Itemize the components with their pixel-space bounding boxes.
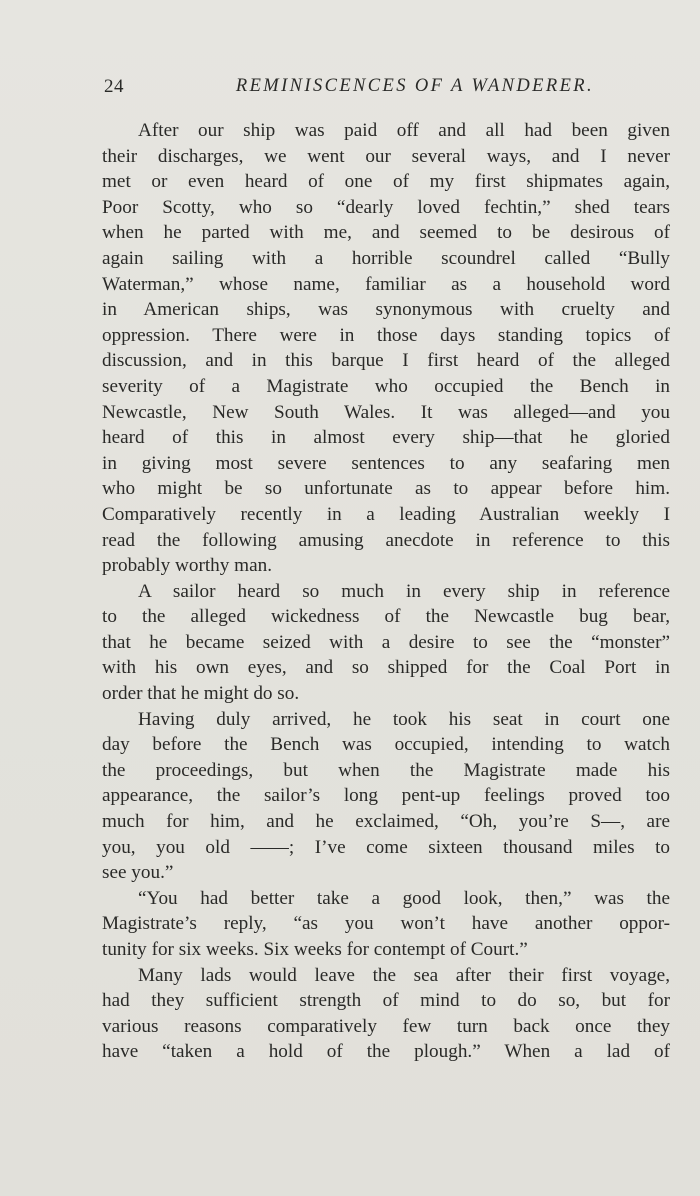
text-line: to the alleged wickedness of the Newcastle bug bear, [102, 606, 670, 628]
text-line: have “taken a hold of the plough.” When a lad of [102, 1041, 670, 1063]
running-title: REMINISCENCES OF A WANDERER. [235, 76, 594, 96]
text-line: the proceedings, but when the Magistrate made his [102, 759, 670, 781]
body-text [102, 118, 670, 1065]
text-line: After our ship was paid off and all had been given [138, 120, 670, 141]
text-line: appearance, the sailor’s long pent-up feelings proved too [102, 785, 670, 807]
text-line: who might be so unfortunate as to appear before him. [102, 478, 670, 500]
text-line: again sailing with a horrible scoundrel called “Bully [102, 247, 670, 269]
text-line: you, you old ——; I’ve come sixteen thousand miles to [102, 836, 670, 858]
text-line: Comparatively recently in a leading Australian weekly I [102, 503, 670, 525]
text-line: day before the Bench was occupied, intending to watch [102, 734, 670, 756]
text-line: probably worthy man. [102, 555, 272, 577]
text-line: heard of this in almost every ship—that he gloried [102, 427, 670, 449]
text-line: oppression. There were in those days standing topics of [102, 324, 670, 346]
text-line: met or even heard of one of my first shipmates again, [102, 171, 670, 193]
text-line: read the following amusing anecdote in reference to this [102, 529, 670, 551]
text-line: Magistrate’s reply, “as you won’t have another oppor- [102, 913, 670, 935]
text-line: when he parted with me, and seemed to be desirous of [102, 222, 670, 244]
text-line: that he became seized with a desire to see the “monster” [102, 631, 670, 653]
text-line: tunity for six weeks. Six weeks for contempt of Court.” [102, 939, 528, 960]
text-line: had they sufficient strength of mind to do so, but for [102, 990, 670, 1012]
text-line: “You had better take a good look, then,” was the [138, 887, 670, 909]
text-line: Waterman,” whose name, familiar as a household word [102, 273, 670, 295]
text-line: their discharges, we went our several ways, and I never [102, 145, 670, 167]
text-line: Many lads would leave the sea after their first voyage, [138, 964, 670, 986]
text-line: much for him, and he exclaimed, “Oh, you’re S—, are [102, 811, 670, 833]
text-line: see you.” [102, 862, 174, 884]
text-line: in American ships, was synonymous with cruelty and [102, 299, 670, 321]
text-line: severity of a Magistrate who occupied the Bench in [102, 375, 670, 397]
text-line: Poor Scotty, who so “dearly loved fechtin,” shed tears [102, 196, 670, 218]
page-number: 24 [104, 76, 124, 97]
text-line: in giving most severe sentences to any seafaring men [102, 452, 670, 474]
text-line: various reasons comparatively few turn back once they [102, 1015, 670, 1037]
text-line: order that he might do so. [102, 683, 300, 705]
text-line: A sailor heard so much in every ship in reference [138, 580, 670, 602]
running-head [104, 76, 594, 102]
text-line: Newcastle, New South Wales. It was alleged—and you [102, 401, 670, 423]
text-line: Having duly arrived, he took his seat in court one [138, 708, 670, 730]
text-line: discussion, and in this barque I first heard of the alleged [102, 350, 670, 372]
text-line: with his own eyes, and so shipped for the Coal Port in [102, 657, 670, 679]
